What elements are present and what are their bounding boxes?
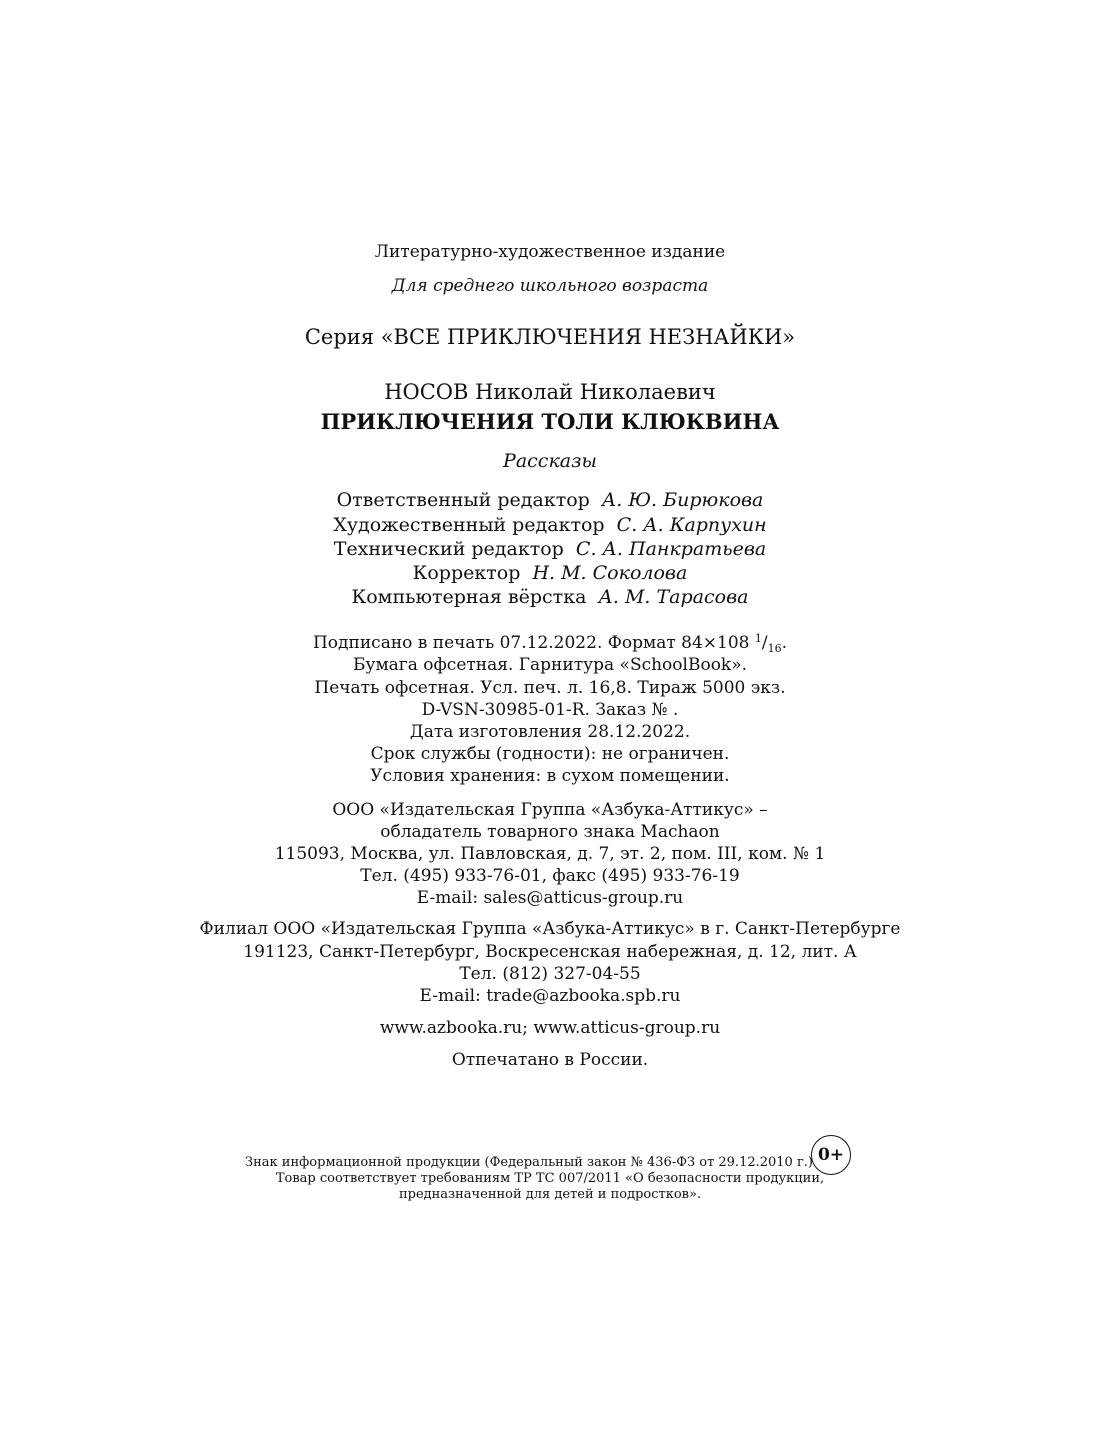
edition-type: Литературно-художественное издание (374, 242, 726, 262)
credit-name: С. А. Панкратьева (575, 538, 767, 560)
age-rating-badge: 0+ (811, 1135, 851, 1175)
author: НОСОВ Николай Николаевич (384, 380, 716, 404)
branch-phone: Тел. (812) 327-04-55 (459, 964, 641, 984)
credit-name: А. М. Тарасова (598, 586, 749, 608)
credit-role: Художественный редактор (333, 514, 605, 536)
print-info-line: Печать офсетная. Усл. печ. л. 16,8. Тираж 5000 экз. (314, 678, 786, 698)
credit-line (0, 562, 1100, 584)
format-slash: / (761, 633, 768, 653)
credit-role: Корректор (412, 562, 521, 584)
printed-in: Отпечатано в России. (451, 1050, 649, 1070)
conformity-line: Товар соответствует требованиям ТР ТС 007/2011 «О безопасности продукции, (275, 1171, 825, 1186)
credit-name: А. Ю. Бирюкова (601, 489, 764, 511)
series: Серия «ВСЕ ПРИКЛЮЧЕНИЯ НЕЗНАЙКИ» (304, 325, 796, 349)
audience: Для среднего школьного возраста (391, 276, 709, 296)
format-end: . (781, 633, 788, 653)
print-info-text: Подписано в печать 07.12.2022. Формат 84×108 (312, 633, 750, 653)
publisher-line: обладатель товарного знака Machaon (380, 822, 720, 842)
credit-line (0, 586, 1100, 608)
credit-line (0, 514, 1100, 536)
print-info-line: Условия хранения: в сухом помещении. (370, 766, 730, 786)
publisher-line: ООО «Издательская Группа «Азбука-Аттикус» – (332, 800, 768, 820)
credit-name: Н. М. Соколова (532, 562, 688, 584)
websites: www.azbooka.ru; www.atticus-group.ru (379, 1018, 721, 1038)
print-info-line: Бумага офсетная. Гарнитура «SchoolBook». (352, 655, 748, 675)
credit-role: Технический редактор (333, 538, 564, 560)
format-numerator: 1 (754, 632, 762, 645)
publisher-phone: Тел. (495) 933-76-01, факс (495) 933-76-19 (360, 866, 740, 886)
book-title: ПРИКЛЮЧЕНИЯ ТОЛИ КЛЮКВИНА (320, 409, 780, 434)
credit-line (0, 489, 1100, 511)
branch-address: 191123, Санкт-Петербург, Воскресенская набережная, д. 12, лит. А (243, 942, 857, 962)
credit-name: С. А. Карпухин (616, 514, 767, 536)
branch-email: E-mail: trade@azbooka.spb.ru (419, 986, 681, 1006)
print-info-line: D-VSN-30985-01-R. Заказ № . (421, 700, 679, 720)
credit-role: Ответственный редактор (336, 489, 590, 511)
publisher-address: 115093, Москва, ул. Павловская, д. 7, эт. 2, пом. III, ком. № 1 (274, 844, 826, 864)
format-denominator: 16 (767, 642, 782, 655)
conformity-line: предназначенной для детей и подростков». (398, 1187, 702, 1202)
publisher-email: E-mail: sales@atticus-group.ru (416, 888, 684, 908)
genre: Рассказы (503, 450, 597, 472)
print-info-line: Срок службы (годности): не ограничен. (370, 744, 730, 764)
print-info-line: Дата изготовления 28.12.2022. (409, 722, 691, 742)
branch-line: Филиал ООО «Издательская Группа «Азбука-Аттикус» в г. Санкт-Петербурге (199, 919, 901, 939)
credit-line (0, 538, 1100, 560)
print-info-line (0, 632, 1100, 655)
credit-role: Компьютерная вёрстка (351, 586, 587, 608)
info-product-sign: Знак информационной продукции (Федеральный закон № 436-ФЗ от 29.12.2010 г.) (245, 1155, 813, 1170)
